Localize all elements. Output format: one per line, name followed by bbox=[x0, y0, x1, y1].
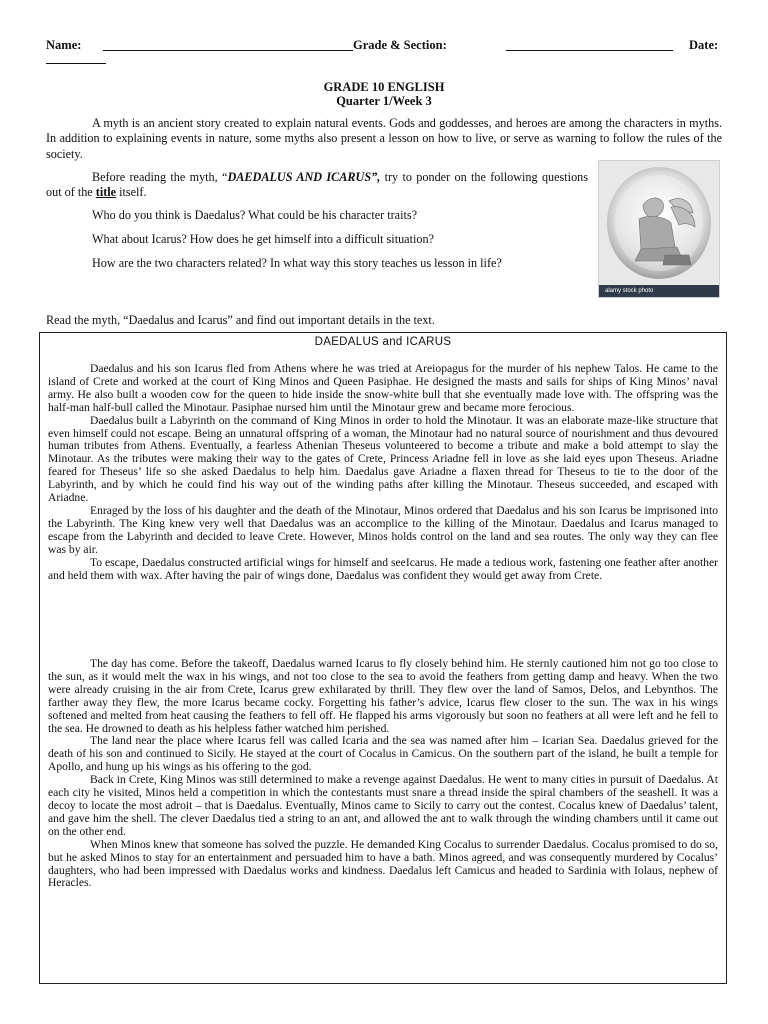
daedalus-medallion-image bbox=[598, 160, 720, 298]
name-label: Name: bbox=[46, 38, 82, 52]
story-paragraph: Enraged by the loss of his daughter and the death of the Minotaur, Minos ordered that Daedalus and his son Icarus be imprisoned into the Labyrinth. The King knew very well that Daedalus was an accomplice to the killing of the Minotaur. Daedalus and Icarus managed to escape from the Labyrinth and decided to leave Crete. However, Minos holds control on the land and sea routes. The only way they can flee was by air. bbox=[48, 503, 718, 556]
title-word: title bbox=[95, 185, 117, 200]
grade-section-label: Grade & Section: bbox=[353, 38, 447, 52]
intro-paragraph: A myth is an ancient story created to explain natural events. Gods and goddesses, and heroes are among the characters in myths. In addition to explaining events in nature, some myths also present a lesson on how to live, or serve as warning to follow the rules of the society. bbox=[46, 116, 722, 161]
question-2: What about Icarus? How does he get himself into a difficult situation? bbox=[92, 232, 434, 246]
story-paragraph: Back in Crete, King Minos was still determined to make a revenge against Daedalus. He went to many cities in pursuit of Daedalus. At each city he visited, Minos held a competition in which the contestants must snare a thread inside the spiral chambers of the seashell. It was a decoy to locate the most adroit – that is Daedalus. Eventually, Minos came to Sicily to carry out the contest. Cocalus knew of Daedalus’ talent, and gave him the shell. The clever Daedalus tied a string to an ant, and allowed the ant to walk through the winding chambers until it came out on the other end. bbox=[48, 773, 718, 838]
story-paragraph: When Minos knew that someone has solved the puzzle. He demanded King Cocalus to surrender Daedalus. Cocalus promised to do so, but he asked Minos to stay for an entertainment and persuaded him to have a bath. Minos agreed, and was consequently murdered by Cocalus’ daughters, who had been impressed with Daedalus works and kindness. Daedalus left Camicus and headed to Sardinia with Iolaus, nephew of Heracles. bbox=[48, 837, 718, 890]
daedalus-figure-illustration bbox=[599, 161, 719, 297]
story-paragraph: The land near the place where Icarus fell was called Icaria and the sea was named after him – Icarian Sea. Daedalus grieved for the death of his son and continued to Sicily. He stayed at the court of Cocalus in Camicus. On the southern part of the island, he built a temple for Apollo, and hung up his wings as his offering to the god. bbox=[48, 734, 718, 774]
reading-instruction: Read the myth, “Daedalus and Icarus” and find out important details in the text. bbox=[46, 313, 435, 327]
story-paragraph: The day has come. Before the takeoff, Daedalus warned Icarus to fly closely behind him. He sternly cautioned him not go too close to the sun, as it would melt the wax in his wings, and not too close to the sea to avoid the feathers from getting damp and heavy. When the two were already cruising in the air from Crete, Icarus grew exhilarated by thrill. They flew over the land of Samos, Delos, and Lebynthos. The farther away they flew, the more Icarus became cocky. Forgetting his father’s advice, Icarus flew closer to the sun. The wax in his wings softened and melted from heat causing the feathers to fell off. He flapped his arms vigorously but soon no feathers at all were left and he fell to the sea. He drowned to death as his helpless father watched him perished. bbox=[48, 657, 718, 735]
name-field[interactable] bbox=[103, 38, 353, 51]
ponder-paragraph bbox=[46, 170, 588, 201]
myth-title-emphasis: DAEDALUS AND ICARUS”, bbox=[227, 170, 381, 184]
story-paragraph: Daedalus and his son Icarus fled from Athens where he was tried at Areiopagus for the murder of his nephew Talos. He came to the island of Crete and worked at the court of King Minos and Queen Pasiphae. He designed the masts and sails for ships of King Minos’ naval army. He also built a wooden cow for the queen to hide inside the snow-white bull that she eventually made love with. The offspring was the half-man half-bull called the Minotaur. Pasiphae nursed him until the Minotaur grew and became more ferocious. bbox=[48, 362, 718, 414]
story-section-a bbox=[48, 363, 718, 582]
story-title: DAEDALUS and ICARUS bbox=[314, 336, 452, 348]
story-paragraph: Daedalus built a Labyrinth on the command of King Minos in order to hold the Minotaur. It was an elaborate maze-like structure that even himself could not escape. Being an unnatural offspring of a woman, the Minotaur had no natural source of nourishment and thus devoured human tributes from Athens. Eventually, a fearless Athenian Theseus volunteered to become a tribute and make a bold attempt to slay the Minotaur. As the tributes were making their way to the gates of Crete, Princess Ariadne fell in love as she laid eyes upon Theseus. Ariadne feared for Theseus’ life so she asked Daedalus to help him. Daedalus gave Ariadne a flaxen thread for Theseus to tie to the door of the Labyrinth, and by which he could find his way out of the winding paths after killing the Minotaur. Theseus succeeded, and escaped with Ariadne. bbox=[48, 413, 718, 505]
question-1: Who do you think is Daedalus? What could be his character traits? bbox=[92, 208, 418, 222]
ponder-text-start: Before reading the myth, “ bbox=[92, 170, 228, 184]
ponder-text-mid: try to ponder on the following questions out of the bbox=[46, 170, 589, 200]
story-paragraph: To escape, Daedalus constructed artificial wings for himself and seeIcarus. He made a tedious work, fastening one feather after another and held them with wax. After having the pair of wings done, Daedalus was confident they would get away from Crete. bbox=[48, 555, 718, 582]
date-label: Date: bbox=[689, 38, 719, 52]
story-box bbox=[39, 332, 727, 984]
grade-section-field[interactable] bbox=[506, 38, 673, 51]
worksheet-title: GRADE 10 ENGLISH bbox=[323, 80, 445, 94]
worksheet-subtitle: Quarter 1/Week 3 bbox=[336, 94, 432, 108]
ponder-text-end: itself. bbox=[116, 185, 147, 200]
question-3: How are the two characters related? In what way this story teaches us lesson in life? bbox=[92, 256, 502, 270]
story-section-b bbox=[48, 658, 718, 890]
date-field[interactable] bbox=[46, 51, 106, 64]
stock-watermark: alamy stock photo bbox=[599, 285, 719, 297]
